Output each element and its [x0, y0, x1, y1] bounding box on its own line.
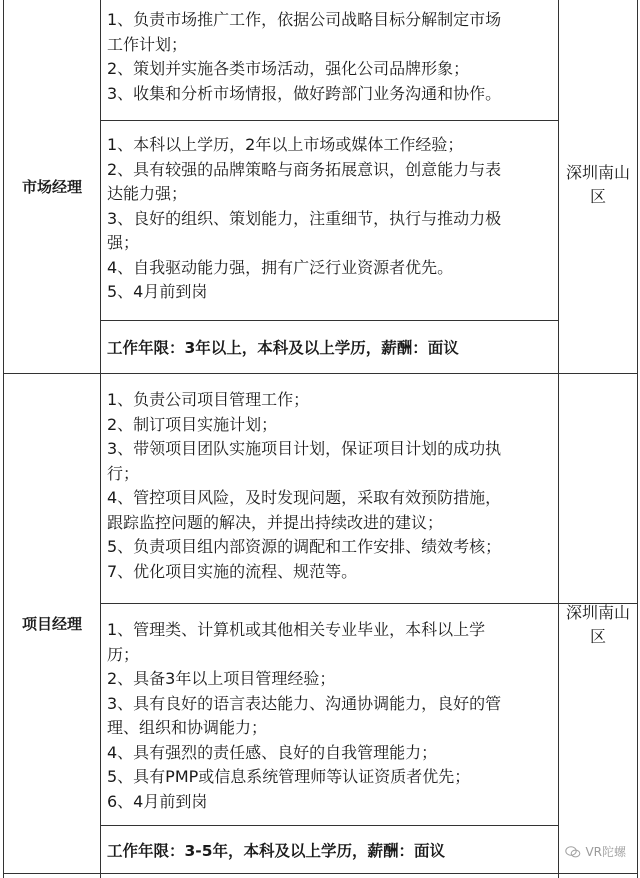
duty-line: 5、负责项目组内部资源的调配和工作安排、绩效考核； — [107, 537, 502, 556]
job-title-project-manager: 项目经理 — [21, 615, 82, 633]
marketing-duties — [101, 8, 558, 106]
duty-line: 跟踪监控问题的解决，并提出持续改进的建议； — [107, 512, 444, 532]
duty-line: 1、负责市场推广工作，依据公司战略目标分解制定市场 — [107, 10, 502, 29]
marketing-requirements — [101, 133, 558, 305]
border-right — [637, 0, 638, 878]
requirement-line: 3、良好的组织、策划能力，注重细节，执行与推动力极 — [107, 208, 502, 228]
requirement-line: 2、具备3年以上项目管理经验； — [107, 669, 336, 688]
duty-line: 3、带领项目团队实施项目计划，保证项目计划的成功执 — [107, 439, 502, 458]
border-row-2-a — [100, 603, 638, 604]
requirement-line: 1、本科以上学历，2年以上市场或媒体工作经验； — [107, 135, 464, 154]
border-row-1-a — [100, 120, 559, 121]
duty-line: 2、制订项目实施计划； — [107, 414, 278, 434]
requirement-line: 5、具有PMP或信息系统管理师等认证资质者优先； — [107, 767, 471, 786]
watermark-text: VR陀螺 — [585, 845, 626, 859]
requirement-line: 5、4月前到岗 — [107, 282, 208, 301]
duty-line: 工作计划； — [107, 34, 188, 54]
job-title-marketing-manager: 市场经理 — [21, 178, 82, 196]
duty-line: 行； — [107, 463, 140, 483]
requirement-line: 1、管理类、计算机或其他相关专业毕业，本科以上学 — [107, 620, 486, 639]
requirement-line: 理、组织和协调能力； — [107, 718, 268, 737]
project-summary: 工作年限：3-5年，本科及以上学历，薪酬：面议 — [107, 841, 446, 860]
marketing-location: 深圳南山区 — [565, 163, 630, 206]
requirement-line: 历； — [107, 644, 140, 664]
wechat-icon — [565, 846, 581, 858]
project-location: 深圳南山区 — [565, 603, 630, 646]
border-bottom — [3, 873, 638, 874]
requirement-line: 强； — [107, 233, 140, 252]
duty-line: 4、管控项目风险，及时发现问题，采取有效预防措施， — [107, 488, 502, 507]
duty-line: 2、策划并实施各类市场活动，强化公司品牌形象； — [107, 59, 470, 78]
requirement-line: 2、具有较强的品牌策略与商务拓展意识，创意能力与表 — [107, 159, 502, 179]
requirement-line: 4、自我驱动能力强，拥有广泛行业资源者优先。 — [107, 257, 454, 277]
border-col-content — [558, 0, 559, 878]
duty-line: 1、负责公司项目管理工作； — [107, 390, 310, 409]
marketing-summary: 工作年限：3年以上，本科及以上学历，薪酬：面议 — [107, 339, 459, 357]
duty-line: 7、优化项目实施的流程、规范等。 — [107, 561, 358, 581]
watermark — [565, 843, 626, 860]
project-requirements — [101, 618, 558, 814]
requirement-line: 6、4月前到岗 — [107, 791, 208, 811]
requirement-line: 4、具有强烈的责任感、良好的自我管理能力； — [107, 742, 438, 762]
requirement-line: 达能力强； — [107, 184, 188, 203]
requirement-line: 3、具有良好的语言表达能力、沟通协调能力，良好的管 — [107, 693, 502, 713]
project-duties — [101, 388, 558, 584]
duty-line: 3、收集和分析市场情报，做好跨部门业务沟通和协作。 — [107, 83, 502, 103]
